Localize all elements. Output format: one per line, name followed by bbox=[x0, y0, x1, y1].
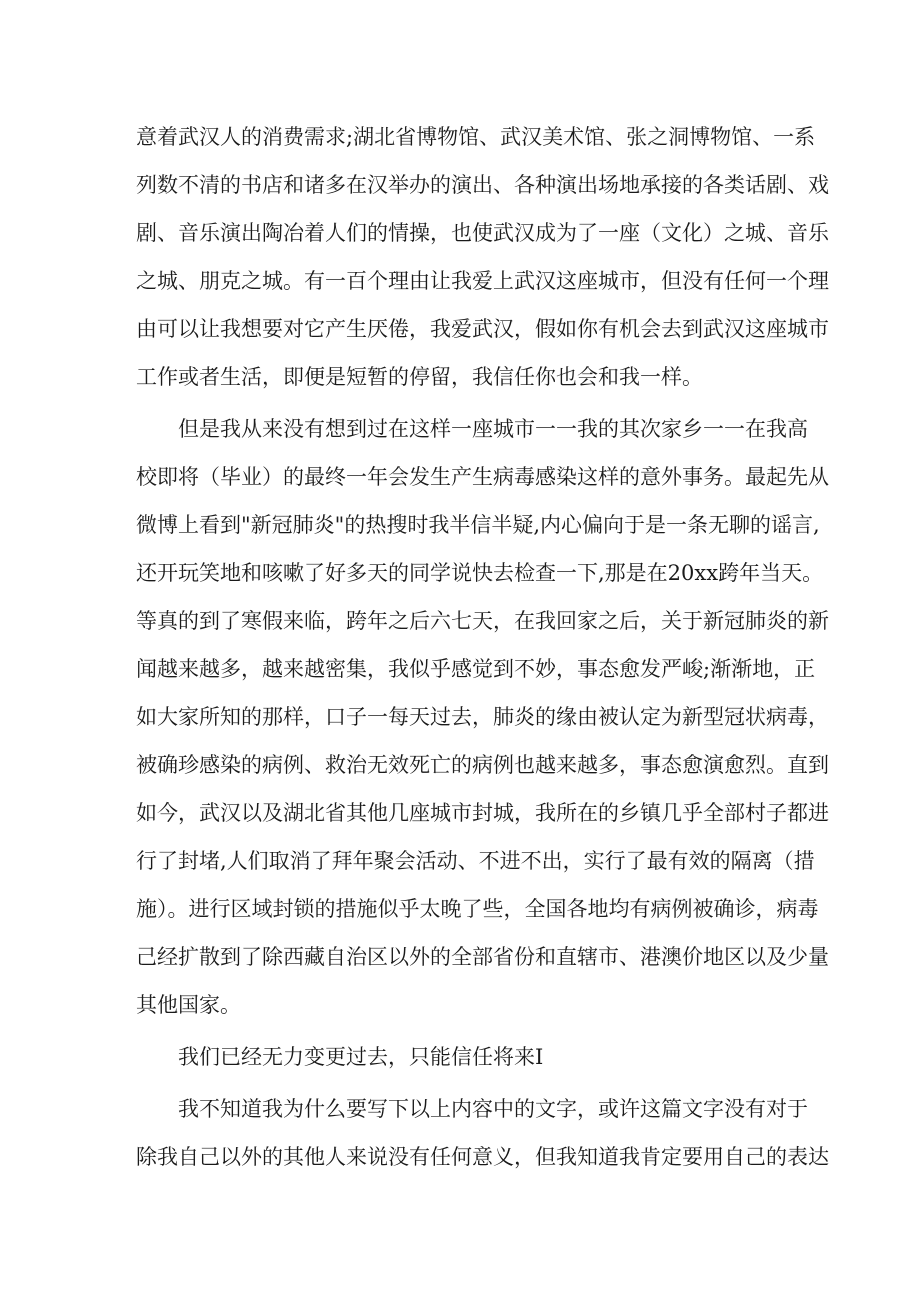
paragraph-2-line-13: 其他国家。 bbox=[136, 993, 241, 1017]
paragraph-2-line-3: 微博上看到"新冠肺炎"的热搜时我半信半疑,内心偏向于是一条无聊的谣言, bbox=[136, 513, 820, 537]
paragraph-3-line-1: 我们已经无力变更过去，只能信任将来I bbox=[178, 1045, 544, 1069]
paragraph-2-line-6: 闻越来越多，越来越密集，我似乎感觉到不妙，事态愈发严峻;渐渐地，正 bbox=[136, 657, 816, 681]
paragraph-1-line-3: 剧、音乐演出陶冶着人们的情操，也使武汉成为了一座（文化）之城、音乐 bbox=[136, 221, 829, 245]
paragraph-2-line-7: 如大家所知的那样，口子一每天过去，肺炎的缘由被认定为新型冠状病毒， bbox=[136, 705, 829, 729]
paragraph-1-line-2: 列数不清的书店和诸多在汉举办的演出、各种演出场地承接的各类话剧、戏 bbox=[136, 173, 829, 197]
paragraph-2-line-12: 己经扩散到了除西藏自治区以外的全部省份和直辖市、港澳价地区以及少量 bbox=[136, 945, 829, 969]
paragraph-2-line-11: 施）。进行区域封锁的措施似乎太晚了些，全国各地均有病例被确诊，病毒 bbox=[136, 897, 819, 921]
paragraph-1-line-4: 之城、朋克之城。有一百个理由让我爱上武汉这座城市，但没有任何一个理 bbox=[136, 269, 829, 293]
paragraph-4-line-2: 除我自己以外的其他人来说没有任何意义，但我知道我肯定要用自己的表达 bbox=[136, 1145, 829, 1169]
paragraph-2-line-5: 等真的到了寒假来临，跨年之后六七天，在我回家之后，关于新冠肺炎的新 bbox=[136, 609, 829, 633]
paragraph-2-line-10: 行了封堵,人们取消了拜年聚会活动、不进不出，实行了最有效的隔离（措 bbox=[136, 849, 815, 873]
paragraph-2-line-9: 如今，武汉以及湖北省其他几座城市封城，我所在的乡镇几乎全部村子都进 bbox=[136, 801, 829, 825]
paragraph-2-line-8: 被确珍感染的病例、救治无效死亡的病例也越来越多，事态愈演愈烈。直到 bbox=[136, 753, 829, 777]
paragraph-2-line-1: 但是我从来没有想到过在这样一座城市一一我的其次家乡一一在我高 bbox=[178, 417, 808, 441]
paragraph-1-line-1: 意着武汉人的消费需求;湖北省博物馆、武汉美术馆、张之洞博物馆、一系 bbox=[136, 125, 816, 149]
paragraph-4-line-1: 我不知道我为什么要写下以上内容中的文字，或许这篇文字没有对于 bbox=[178, 1097, 808, 1121]
paragraph-1-line-5: 由可以让我想要对它产生厌倦，我爱武汉，假如你有机会去到武汉这座城市 bbox=[136, 317, 829, 341]
paragraph-2-line-4: 还开玩笑地和咳嗽了好多天的同学说快去检查一下,那是在20xx跨年当天。 bbox=[136, 561, 824, 585]
paragraph-2-line-2: 校即将（毕业）的最终一年会发生产生病毒感染这样的意外事务。最起先从 bbox=[136, 465, 829, 489]
paragraph-1-line-6: 工作或者生活，即便是短暂的停留，我信任你也会和我一样。 bbox=[136, 365, 703, 389]
